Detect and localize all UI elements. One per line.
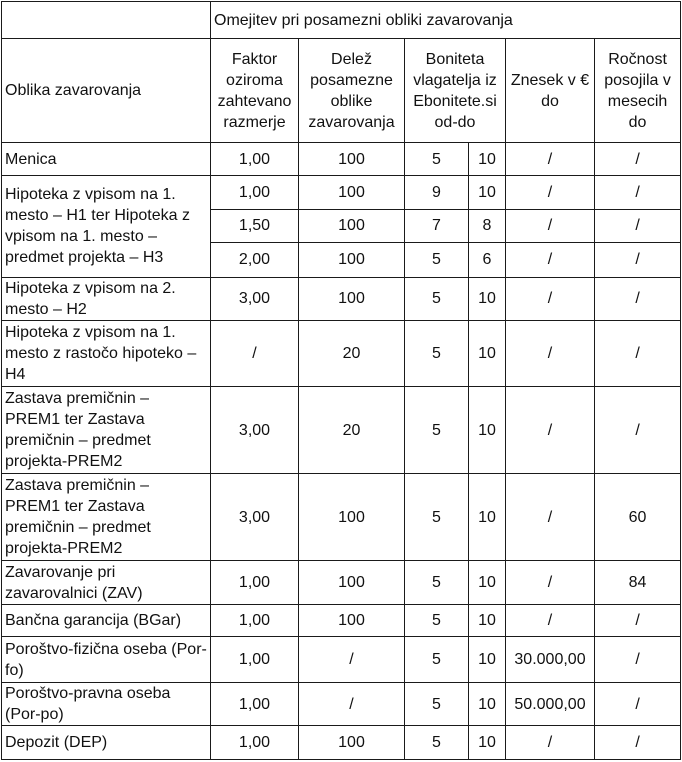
cell-maturity: / [595, 176, 681, 209]
cell-share: 100 [299, 277, 405, 321]
cell-maturity: 60 [595, 474, 681, 561]
table-row [2, 387, 681, 474]
cell-rating-from: 5 [405, 561, 469, 605]
cell-rating-to: 10 [469, 637, 506, 683]
cell-share: 100 [299, 176, 405, 209]
cell-rating-from: 5 [405, 142, 469, 175]
cell-rating-to: 10 [469, 277, 506, 321]
table-row [2, 682, 681, 726]
cell-rating-from: 5 [405, 387, 469, 474]
cell-maturity: / [595, 142, 681, 175]
table-row [2, 277, 681, 321]
cell-rating-to: 10 [469, 604, 506, 636]
row-label: Menica [2, 142, 211, 175]
cell-rating-from: 5 [405, 604, 469, 636]
cell-factor: 1,50 [211, 209, 299, 242]
cell-rating-from: 5 [405, 682, 469, 726]
row-label: Poroštvo-pravna oseba (Por-po) [2, 682, 211, 726]
cell-share: 20 [299, 321, 405, 387]
cell-rating-to: 10 [469, 176, 506, 209]
table-row [2, 726, 681, 760]
cell-amount: / [506, 321, 595, 387]
cell-maturity: / [595, 321, 681, 387]
cell-maturity: / [595, 243, 681, 277]
row-label: Depozit (DEP) [2, 726, 211, 760]
cell-rating-to: 10 [469, 561, 506, 605]
cell-share: 20 [299, 387, 405, 474]
header-form: Oblika zavarovanja [2, 39, 211, 142]
header-factor: Faktor oziroma zahtevano razmerje [211, 39, 299, 142]
cell-share: 100 [299, 142, 405, 175]
cell-rating-to: 10 [469, 682, 506, 726]
cell-amount: / [506, 176, 595, 209]
header-rating: Boniteta vlagatelja iz Ebonitete.si od-do [405, 39, 506, 142]
header-row [2, 39, 681, 142]
cell-amount: / [506, 142, 595, 175]
row-label: Zastava premičnin – PREM1 ter Zastava premičnin – predmet projekta-PREM2 [2, 387, 211, 474]
cell-factor: 1,00 [211, 637, 299, 683]
table-row [2, 561, 681, 605]
cell-factor: 3,00 [211, 277, 299, 321]
cell-share: 100 [299, 561, 405, 605]
cell-amount: / [506, 209, 595, 242]
insurance-limits-table [1, 1, 681, 760]
row-label: Zavarovanje pri zavarovalnici (ZAV) [2, 561, 211, 605]
cell-rating-from: 9 [405, 176, 469, 209]
cell-rating-from: 5 [405, 243, 469, 277]
cell-factor: 1,00 [211, 142, 299, 175]
cell-share: / [299, 682, 405, 726]
table-row [2, 637, 681, 683]
cell-factor: 1,00 [211, 682, 299, 726]
header-maturity: Ročnost posojila v mesecih do [595, 39, 681, 142]
row-label: Poroštvo-fizična oseba (Por-fo) [2, 637, 211, 683]
cell-rating-from: 5 [405, 474, 469, 561]
cell-maturity: / [595, 277, 681, 321]
cell-share: 100 [299, 726, 405, 760]
cell-amount: / [506, 243, 595, 277]
cell-rating-to: 10 [469, 474, 506, 561]
empty-corner-cell [2, 2, 211, 39]
cell-share: / [299, 637, 405, 683]
row-label: Bančna garancija (BGar) [2, 604, 211, 636]
table-row [2, 176, 681, 209]
cell-amount: 30.000,00 [506, 637, 595, 683]
table-row [2, 321, 681, 387]
cell-factor: / [211, 321, 299, 387]
header-amount: Znesek v € do [506, 39, 595, 142]
cell-factor: 3,00 [211, 387, 299, 474]
cell-rating-from: 5 [405, 277, 469, 321]
cell-rating-from: 5 [405, 637, 469, 683]
cell-rating-to: 10 [469, 142, 506, 175]
table-row [2, 474, 681, 561]
cell-maturity: / [595, 726, 681, 760]
cell-factor: 1,00 [211, 561, 299, 605]
cell-maturity: / [595, 637, 681, 683]
cell-rating-to: 6 [469, 243, 506, 277]
cell-rating-to: 8 [469, 209, 506, 242]
cell-maturity: / [595, 604, 681, 636]
cell-amount: / [506, 474, 595, 561]
header-share: Delež posamezne oblike zavarovanja [299, 39, 405, 142]
cell-share: 100 [299, 474, 405, 561]
cell-share: 100 [299, 604, 405, 636]
cell-amount: / [506, 387, 595, 474]
table-title-row [2, 2, 681, 39]
table-row [2, 604, 681, 636]
cell-amount: 50.000,00 [506, 682, 595, 726]
cell-amount: / [506, 277, 595, 321]
cell-factor: 2,00 [211, 243, 299, 277]
cell-rating-to: 10 [469, 387, 506, 474]
cell-maturity: / [595, 209, 681, 242]
cell-rating-from: 7 [405, 209, 469, 242]
table-title: Omejitev pri posamezni obliki zavarovanja [211, 2, 681, 39]
cell-factor: 3,00 [211, 474, 299, 561]
cell-maturity: / [595, 387, 681, 474]
cell-maturity: / [595, 682, 681, 726]
cell-rating-from: 5 [405, 726, 469, 760]
cell-factor: 1,00 [211, 604, 299, 636]
row-label: Hipoteka z vpisom na 2. mesto – H2 [2, 277, 211, 321]
cell-rating-to: 10 [469, 321, 506, 387]
cell-amount: / [506, 726, 595, 760]
cell-rating-from: 5 [405, 321, 469, 387]
cell-amount: / [506, 561, 595, 605]
row-label: Zastava premičnin – PREM1 ter Zastava premičnin – predmet projekta-PREM2 [2, 474, 211, 561]
cell-factor: 1,00 [211, 726, 299, 760]
row-label: Hipoteka z vpisom na 1. mesto – H1 ter Hipoteka z vpisom na 1. mesto – predmet projekta – H3 [2, 176, 211, 277]
cell-share: 100 [299, 243, 405, 277]
cell-share: 100 [299, 209, 405, 242]
cell-maturity: 84 [595, 561, 681, 605]
cell-rating-to: 10 [469, 726, 506, 760]
cell-amount: / [506, 604, 595, 636]
row-label: Hipoteka z vpisom na 1. mesto z rastočo hipoteko – H4 [2, 321, 211, 387]
cell-factor: 1,00 [211, 176, 299, 209]
table-row [2, 142, 681, 175]
